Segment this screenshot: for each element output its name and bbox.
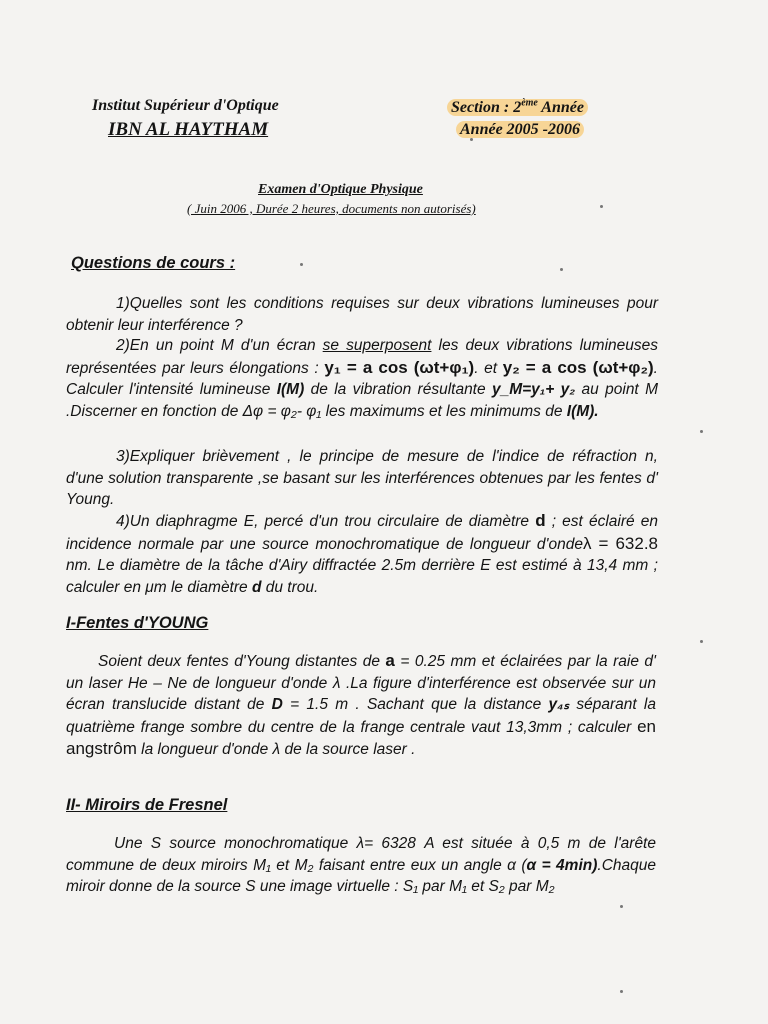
young-paragraph: Soient deux fentes d'Young distantes de a = 0.25 mm et éclairées par la raie d' un laser He – Ne de longueur d'onde λ .La figure d'interférence est observée sur un écran translucide distant de D = 1.5 m . Sachant que la distance y₄ₛ séparant la quatrième frange sombre du centre de la frange centrale vaut 13,3mm ; calculer en angstrôm la longueur d'onde λ de la source laser . — [66, 651, 656, 758]
question-1: 1)Quelles sont les conditions requises sur deux vibrations lumineuses pour obtenir leur interférence ? — [66, 295, 658, 334]
scan-speck — [560, 268, 563, 271]
section-label — [447, 98, 588, 117]
scan-speck — [700, 430, 703, 433]
scan-speck — [470, 138, 473, 141]
question-4: 4)Un diaphragme E, percé d'un trou circulaire de diamètre d ; est éclairé en incidence normale par une source monochromatique de longueur d'ondeλ = 632.8 nm. Le diamètre de la tâche d'Airy diffractée 2.5m derrière E est estimé à 13,4 mm ; calculer en μm le diamètre d du trou. — [66, 511, 658, 596]
academic-year: Année 2005 -2006 — [456, 121, 584, 139]
school-name: IBN AL HAYTHAM — [108, 119, 269, 140]
fresnel-heading: II- Miroirs de Fresnel — [66, 796, 228, 814]
question-3: 3)Expliquer brièvement , le principe de mesure de l'indice de réfraction n, d'une solution transparente ,se basant sur les interférences obtenues par les fentes d' Young. — [66, 448, 658, 508]
scan-speck — [620, 990, 623, 993]
section-highlight: Section : 2ème Année — [447, 99, 588, 116]
questions-heading: Questions de cours : — [71, 254, 236, 272]
question-2: 2)En un point M d'un écran se superposent les deux vibrations lumineuses représentées par leurs élongations : y₁ = a cos (ωt+φ₁). et y₂ = a cos (ωt+φ₂). Calculer l'intensité lumineuse I(M) de la vibration résultante y_M=y₁+ y₂ au point M .Discerner en fonction de Δφ = φ₂- φ₁ les maximums et les minimums de I(M). — [66, 337, 659, 420]
fresnel-paragraph: Une S source monochromatique λ= 6328 A est située à 0,5 m de l'arête commune de deux miroirs M₁ et M₂ faisant entre eux un angle α (α = 4min).Chaque miroir donne de la source S une image virtuelle : S₁ par M₁ et S₂ par M₂ — [66, 835, 656, 895]
institute-name: Institut Supérieur d'Optique — [92, 97, 279, 114]
scan-speck — [700, 640, 703, 643]
exam-subtitle: ( Juin 2006 , Durée 2 heures, documents non autorisés) — [187, 201, 476, 216]
scan-speck — [600, 205, 603, 208]
exam-title: Examen d'Optique Physique — [258, 182, 423, 197]
scan-speck — [300, 263, 303, 266]
scan-speck — [620, 905, 623, 908]
young-heading: I-Fentes d'YOUNG — [66, 614, 209, 632]
